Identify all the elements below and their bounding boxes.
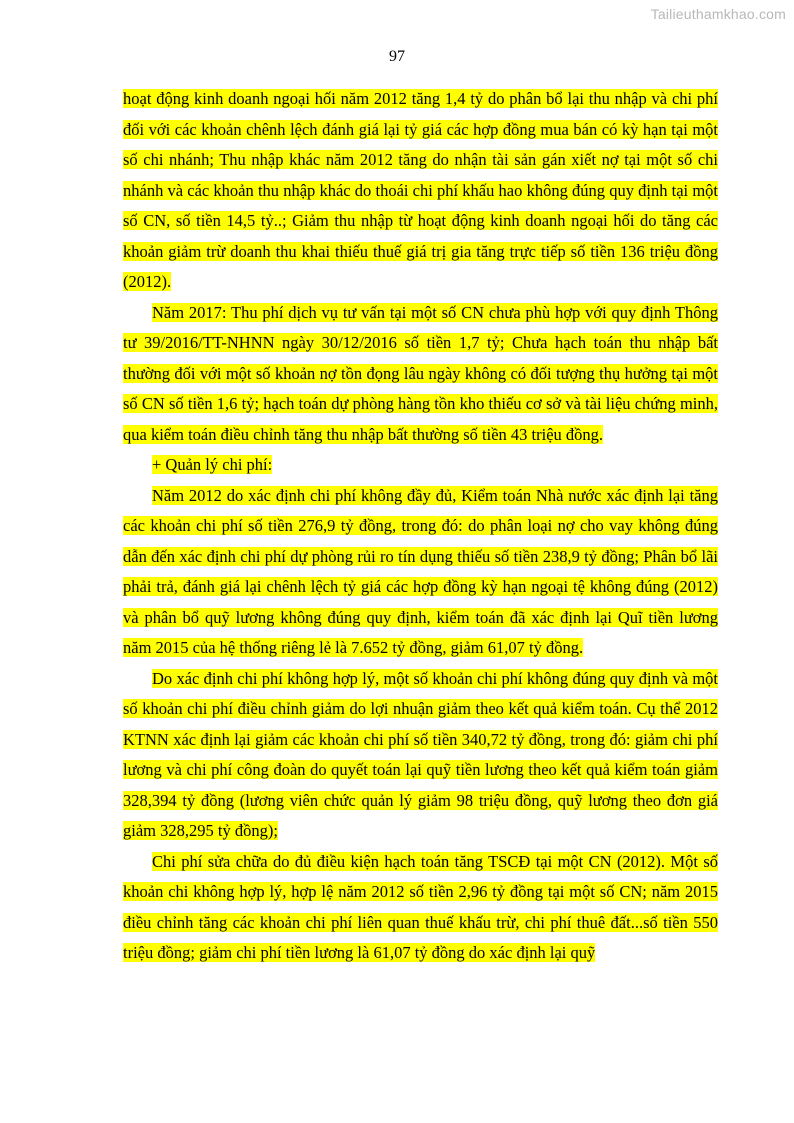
highlighted-text: hoạt động kinh doanh ngoại hối năm 2012 tăng 1,4 tỷ do phân bổ lại thu nhập và chi phí đối với các khoản chênh lệch đánh giá lại tỷ giá các hợp đồng mua bán có kỳ hạn tại một số chi nhánh; Thu nhập khác năm 2012 tăng do nhận tài sản gán xiết nợ tại một số chi nhánh và các khoản thu nhập khác do thoái chi phí khấu hao không đúng quy định tại một số CN, số tiền 14,5 tỷ..; Giảm thu nhập từ hoạt động kinh doanh ngoại hối do tăng các khoản giảm trừ doanh thu khai thiếu thuế giá trị gia tăng trực tiếp số tiền 136 triệu đồng (2012). bbox=[123, 89, 718, 291]
paragraph-foreign-exchange-income bbox=[123, 84, 718, 298]
paragraph-unreasonable-costs bbox=[123, 664, 718, 847]
highlighted-text: Chi phí sửa chữa do đủ điều kiện hạch toán tăng TSCĐ tại một CN (2012). Một số khoản chi không hợp lý, hợp lệ năm 2012 số tiền 2,96 tỷ đồng tại một số CN; năm 2015 điều chỉnh tăng các khoản chi phí liên quan thuế khấu trừ, chi phí thuê đất...số tiền 550 triệu đồng; giảm chi phí tiền lương là 61,07 tỷ đồng do xác định lại quỹ bbox=[123, 851, 718, 962]
highlighted-text: Năm 2012 do xác định chi phí không đầy đủ, Kiểm toán Nhà nước xác định lại tăng các khoản chi phí số tiền 276,9 tỷ đồng, trong đó: do phân loại nợ cho vay không đúng dẫn đến xác định chi phí dự phòng rủi ro tín dụng thiếu số tiền 238,9 tỷ đồng; Phân bổ lãi phải trả, đánh giá lại chênh lệch tỷ giá các hợp đồng kỳ hạn ngoại tệ không đúng (2012) và phân bổ quỹ lương không đúng quy định, kiểm toán đã xác định lại Quĩ tiền lương năm 2015 của hệ thống riêng lẻ là 7.652 tỷ đồng, giảm 61,07 tỷ đồng. bbox=[123, 485, 718, 657]
document-body bbox=[123, 84, 718, 969]
highlighted-text: Năm 2017: Thu phí dịch vụ tư vấn tại một số CN chưa phù hợp với quy định Thông tư 39/2016/TT-NHNN ngày 30/12/2016 số tiền 1,7 tỷ; Chưa hạch toán thu nhập bất thường đối với một số khoản nợ tồn đọng lâu ngày không có đối tượng thụ hưởng tại một số CN số tiền 1,6 tỷ; hạch toán dự phòng hàng tồn kho thiếu cơ sở và tài liệu chứng minh, qua kiểm toán điều chỉnh tăng thu nhập bất thường số tiền 43 triệu đồng. bbox=[123, 302, 718, 444]
section-heading-cost-management bbox=[123, 450, 718, 481]
page-number: 97 bbox=[389, 48, 405, 65]
paragraph-2012-costs bbox=[123, 481, 718, 664]
paragraph-repair-costs bbox=[123, 847, 718, 969]
watermark-text: Tailieuthamkhao.com bbox=[650, 6, 786, 22]
highlighted-text: Do xác định chi phí không hợp lý, một số khoản chi phí không đúng quy định và một số khoản chi phí điều chỉnh giảm do lợi nhuận giảm theo kết quả kiểm toán. Cụ thể 2012 KTNN xác định lại giảm các khoản chi phí số tiền 340,72 tỷ đồng, trong đó: giảm chi phí lương và chi phí công đoàn do quyết toán lại quỹ tiền lương theo kết quả kiểm toán giảm 328,394 tỷ đồng (lương viên chức quản lý giảm 98 triệu đồng, quỹ lương theo đơn giá giảm 328,295 tỷ đồng); bbox=[123, 668, 718, 840]
highlighted-text: + Quản lý chi phí: bbox=[152, 455, 273, 474]
paragraph-2017-service-fees bbox=[123, 298, 718, 451]
